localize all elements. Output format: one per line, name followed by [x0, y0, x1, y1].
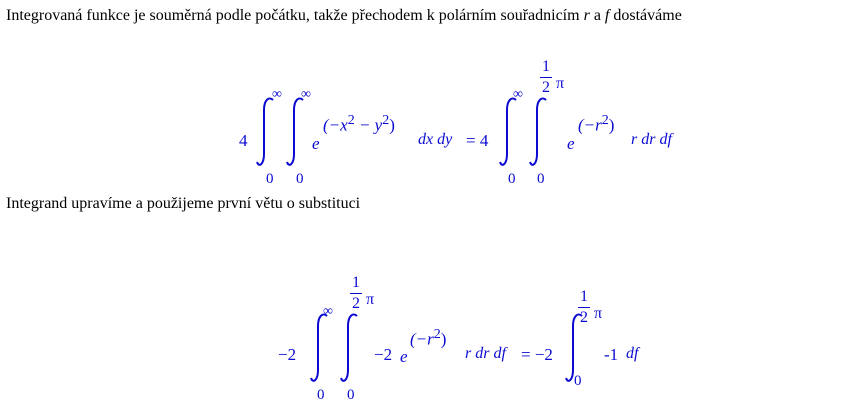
lower-limit: 0: [508, 171, 516, 187]
lower-limit: 0: [347, 387, 355, 403]
word-and: a: [589, 7, 605, 24]
upper-limit: ∞: [272, 87, 282, 102]
equals-sign: = 4: [466, 131, 489, 150]
upper-limit-fraction: 1 2: [580, 288, 588, 326]
paragraph-text: Integrand upravíme a použijeme první větu o substituci: [6, 195, 361, 212]
coefficient: 4: [239, 131, 248, 150]
var-r: r: [583, 7, 590, 24]
upper-limit: ∞: [513, 87, 523, 102]
integrand-coefficient: −2: [374, 345, 393, 364]
upper-limit-fraction: 1 2: [542, 58, 550, 96]
differential: df: [626, 345, 639, 362]
paragraph-text-end: dostáváme: [609, 7, 682, 24]
lower-limit: 0: [574, 373, 582, 389]
lower-limit: 0: [537, 171, 545, 187]
upper-limit-fraction: 1 2: [352, 274, 360, 312]
lower-limit: 0: [296, 171, 304, 187]
exponent: $(-x^2 - y^2)$: [323, 113, 395, 135]
differentials: r dr df: [631, 131, 672, 148]
equals-sign: = −2: [521, 345, 553, 364]
exp-base: e: [312, 134, 320, 153]
integral-sign: [339, 312, 363, 384]
var-f: f: [604, 7, 610, 24]
pi-symbol: π: [594, 305, 603, 322]
differentials: r dr df: [465, 345, 506, 362]
lower-limit: 0: [317, 387, 325, 403]
coefficient: −2: [278, 345, 297, 364]
integral-sign: [309, 312, 333, 384]
upper-limit: ∞: [301, 87, 311, 102]
exponent: $(-r^2)$: [578, 113, 615, 135]
lower-limit: 0: [266, 171, 274, 187]
integrand-value: -1: [604, 345, 619, 364]
paragraph-text: Integrovaná funkce je souměrná podle počátku, takže přechodem k polárním souřadnicím: [6, 7, 584, 24]
pi-symbol: π: [556, 75, 565, 92]
upper-limit: ∞: [323, 304, 333, 319]
differentials: dx dy: [418, 131, 453, 148]
exponent: $(-r^2)$: [410, 327, 447, 349]
exp-base: e: [567, 134, 575, 153]
exp-base: e: [400, 347, 408, 366]
pi-symbol: π: [366, 291, 375, 308]
